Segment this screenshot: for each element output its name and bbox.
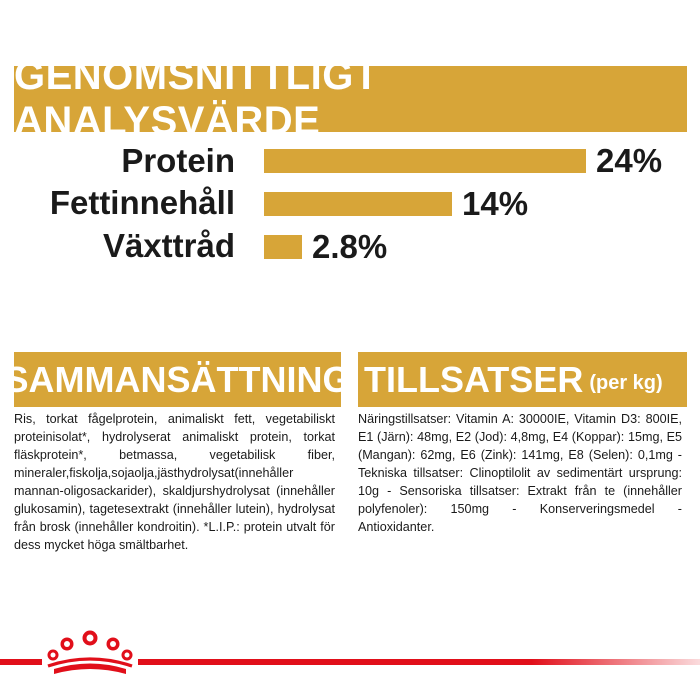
composition-title: SAMMANSÄTTNING xyxy=(4,358,351,400)
analysis-value-protein: 24% xyxy=(596,142,663,179)
analysis-banner xyxy=(14,54,687,143)
footer-line-right xyxy=(138,659,700,665)
analysis-title: GENOMSNITTLIGT ANALYSVÄRDE xyxy=(14,54,379,143)
analysis-value-fat: 14% xyxy=(462,185,529,222)
composition-text: Ris, torkat fågelprotein, animaliskt fett, vegetabiliskt proteinisolat*, hydrolyserat animaliskt protein, torkat fläskprotein*, betmassa, vegetabilisk fiber, mineraler,fiskolja,sojaolja,jästhydrolysat(innehåller mannan-oligosackarider), skaldjurshydrolysat (innehåller glukosamin), tagetesextrakt (innehåller lutein), hydrolysat från brosk (innehåller kondroitin). *L.I.P.: protein utvalt för dess mycket höga smältbarhet. xyxy=(14,412,335,552)
additives-title: TILLSATSER xyxy=(364,358,584,400)
additives-header xyxy=(358,352,687,407)
additives-text: Näringstillsatser: Vitamin A: 30000IE, Vitamin D3: 800IE, E1 (Järn): 48mg, E2 (Jod): 4,8mg, E4 (Koppar): 15mg, E5 (Mangan): 62mg, E6 (Zink): 141mg, E8 (Selen): 0,1mg - Tekniska tillsatser: Clinoptilolit av sedimentärt ursprung: 10g - Sensoriska tillsatser: Extrakt från te (innehåller polyfenoler): 150mg - Konserveringsmedel - Antioxidanter. xyxy=(358,412,682,534)
analysis-bar-protein xyxy=(264,149,586,173)
footer-line-left xyxy=(0,659,42,665)
analysis-label-fat: Fettinnehåll xyxy=(49,184,235,221)
analysis-value-fiber: 2.8% xyxy=(312,228,388,265)
analysis-bar-fiber xyxy=(264,235,302,259)
composition-header xyxy=(4,352,351,407)
additives-title-suffix: (per kg) xyxy=(589,372,663,394)
royal-canin-crown-icon xyxy=(40,622,140,682)
analysis-label-fiber: Växttråd xyxy=(102,227,235,264)
analysis-bar-fat xyxy=(264,192,452,216)
analysis-label-protein: Protein xyxy=(121,142,235,179)
